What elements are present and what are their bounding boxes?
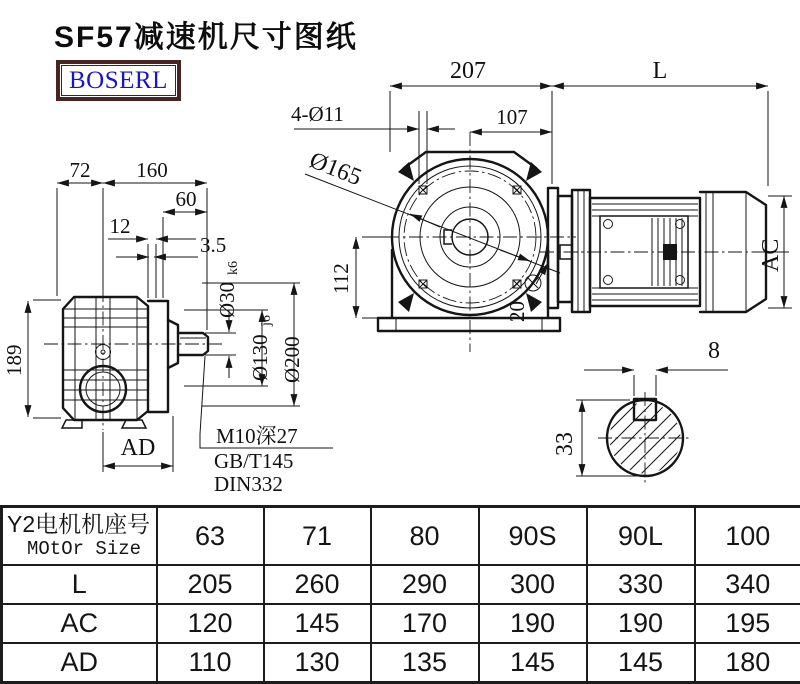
dim-flange-od: Ø200	[280, 336, 304, 383]
output-flange	[148, 301, 178, 412]
table-row-L	[2, 565, 800, 604]
dim-112: 112	[329, 263, 353, 294]
tap-hole-label: M10深27	[216, 424, 298, 448]
dim-bolt-holes: 4-Ø11	[291, 102, 344, 126]
dim-spigot-tol: j6	[259, 315, 274, 326]
cell-AD-100: 180	[695, 643, 800, 683]
cell-L-71: 260	[264, 565, 371, 604]
cell-L-100: 340	[695, 565, 800, 604]
cell-L-90S: 300	[479, 565, 587, 604]
col-71: 71	[264, 507, 371, 566]
cell-AC-80: 170	[371, 604, 479, 643]
cell-AD-63: 110	[157, 643, 264, 683]
header-motor-size-en: MOtOr Size	[27, 538, 142, 560]
col-80: 80	[371, 507, 479, 566]
row-label-AC: AC	[2, 604, 157, 643]
dim-72: 72	[69, 158, 91, 182]
tap-standard-gb: GB/T145	[214, 449, 294, 473]
row-label-L: L	[2, 565, 157, 604]
dim-60: 60	[175, 187, 197, 211]
col-90S: 90S	[479, 507, 587, 566]
front-view	[291, 58, 792, 352]
dim-20: 20	[505, 301, 529, 322]
cell-AC-100: 195	[695, 604, 800, 643]
side-view	[2, 158, 333, 496]
cell-AC-71: 145	[264, 604, 371, 643]
table-header-row	[2, 507, 800, 566]
dim-shaft-dia: Ø30	[215, 281, 239, 318]
page-title: SF57减速机尺寸图纸	[54, 21, 358, 54]
cell-L-63: 205	[157, 565, 264, 604]
header-motor-size	[2, 507, 157, 566]
table-row-AC	[2, 604, 800, 643]
dim-AC: AC	[758, 238, 784, 272]
col-100: 100	[695, 507, 800, 566]
row-label-AD: AD	[2, 643, 157, 683]
cell-L-90L: 330	[587, 565, 695, 604]
dim-189: 189	[2, 344, 26, 376]
cell-L-80: 290	[371, 565, 479, 604]
col-90L: 90L	[587, 507, 695, 566]
col-63: 63	[157, 507, 264, 566]
cell-AC-90S: 190	[479, 604, 587, 643]
brand-logo-text: BOSERL	[61, 65, 176, 96]
dim-spigot-dia: Ø130	[248, 334, 272, 381]
dim-key-width: 8	[708, 338, 720, 364]
cell-AD-90S: 145	[479, 643, 587, 683]
oil-plug	[525, 275, 541, 291]
gear-housing	[62, 297, 148, 428]
mounting-base	[378, 318, 560, 331]
cell-AC-63: 120	[157, 604, 264, 643]
dim-L: L	[652, 58, 668, 84]
cell-AD-80: 135	[371, 643, 479, 683]
motor	[558, 190, 766, 312]
dim-3-5: 3.5	[200, 233, 227, 257]
cell-AC-90L: 190	[587, 604, 695, 643]
dim-flange-dia: Ø165	[305, 147, 365, 192]
dim-107: 107	[496, 105, 528, 129]
dim-12: 12	[109, 214, 131, 238]
dim-AD: AD	[120, 435, 156, 461]
tap-standard-din: DIN332	[214, 472, 283, 496]
dim-160: 160	[136, 158, 168, 182]
header-motor-size-cn: Y2电机机座号	[7, 511, 151, 537]
cell-AD-71: 130	[264, 643, 371, 683]
shaft-section	[545, 338, 734, 486]
dim-207: 207	[450, 58, 486, 84]
cell-AD-90L: 145	[587, 643, 695, 683]
dim-shaft-tol: k6	[226, 261, 241, 275]
table-row-AD	[2, 643, 800, 683]
motor-size-table	[0, 505, 800, 684]
dim-key-height: 33	[552, 432, 578, 456]
